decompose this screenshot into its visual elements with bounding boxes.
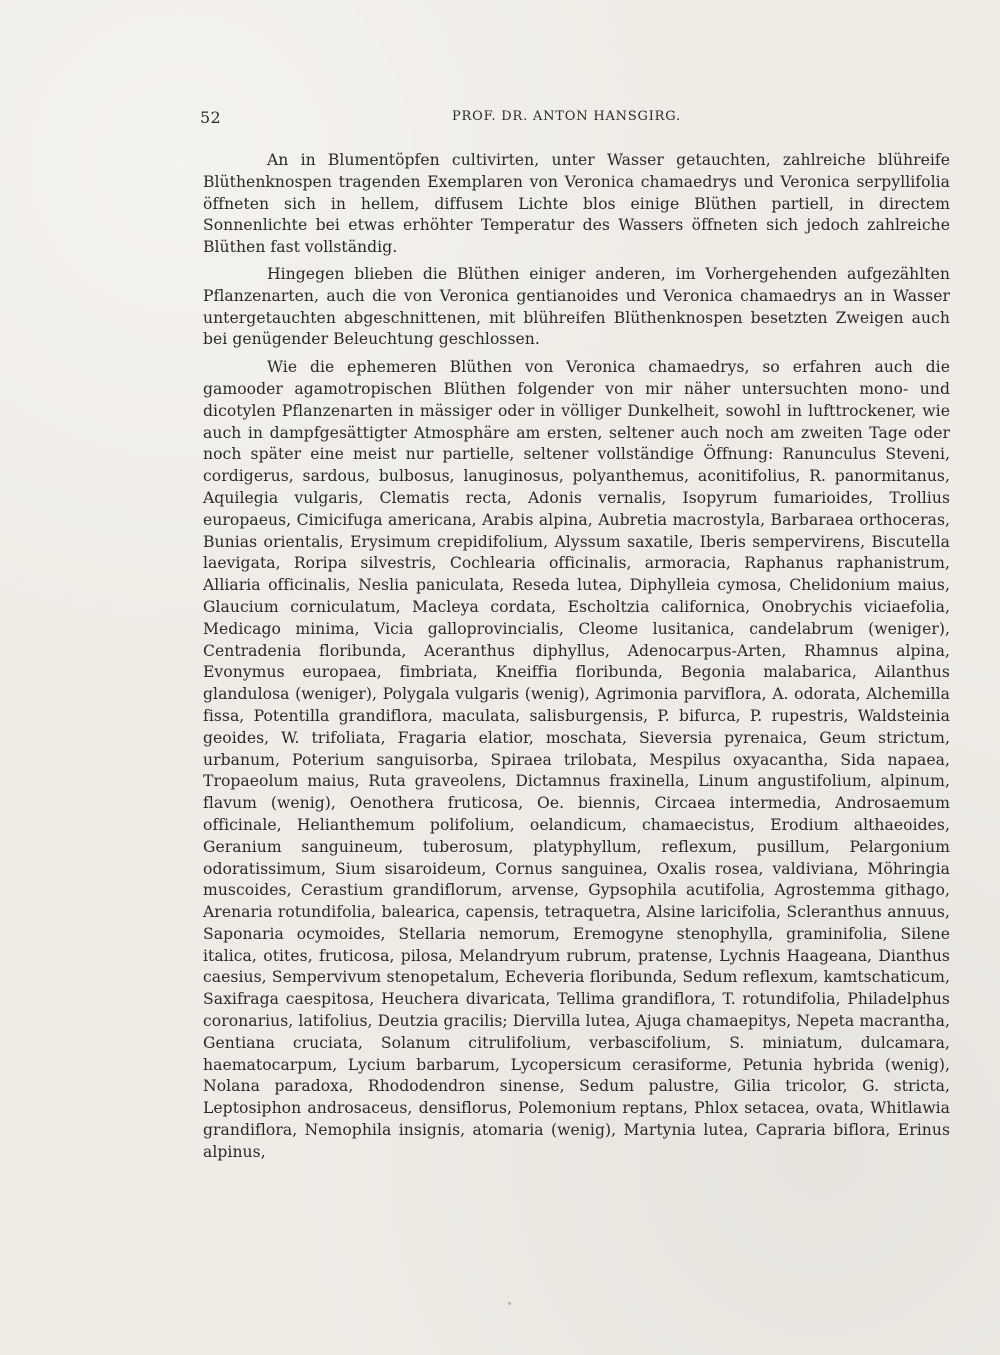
body-text xyxy=(203,150,950,1169)
page-header xyxy=(200,108,730,132)
running-head: PROF. DR. ANTON HANSGIRG. xyxy=(452,109,681,124)
paragraph-veronica-submerged: An in Blumentöpfen cultivirten, unter Wasser getauchten, zahlreiche blühreife Blüthenknospen tragenden Exemplaren von Veronica chamaedrys und Veronica serpyllifolia öffneten sich in hellem, diffusem Lichte blos einige Blüthen partiell, in directem Sonnenlichte bei etwas erhöhter Temperatur des Wassers öffneten sich jedoch zahlreiche Blüthen fast vollständig. xyxy=(203,151,950,257)
paper-speck xyxy=(508,1302,511,1305)
paragraph-closed-flowers: Hingegen blieben die Blüthen einiger anderen, im Vorhergehenden aufgezählten Pflanzenarten, auch die von Veronica gentianoides und Veronica chamaedrys an in Wasser untergetauchten abgeschnittenen, mit blühreifen Blüthenknospen besetzten Zweigen auch bei genügender Beleuchtung geschlossen. xyxy=(203,264,950,349)
paragraph-species-list: Wie die ephemeren Blüthen von Veronica chamaedrys, so erfahren auch die gamooder agamotropischen Blüthen folgender von mir näher untersuchten mono- und dicotylen Pflanzenarten in mässiger oder in völliger Dunkelheit, sowohl in lufttrockener, wie auch in dampfgesättigter Atmosphäre am ersten, seltener auch noch am zweiten Tage oder noch später eine meist nur partielle, seltener vollständige Öffnung: Ranunculus Steveni, cordigerus, sardous, bulbosus, lanuginosus, polyanthemus, aconitifolius, R. panormitanus, Aquilegia vulgaris, Clematis recta, Adonis vernalis, Isopyrum fumarioides, Trollius europaeus, Cimicifuga americana, Arabis alpina, Aubretia macrostyla, Barbaraea orthoceras, Bunias orientalis, Erysimum crepidifolium, Alyssum saxatile, Iberis sempervirens, Biscutella laevigata, Roripa silvestris, Cochlearia officinalis, armoracia, Raphanus raphanistrum, Alliaria officinalis, Neslia paniculata, Reseda lutea, Diphylleia cymosa, Chelidonium maius, Glaucium corniculatum, Macleya cordata, Escholtzia californica, Onobrychis viciaefolia, Medicago minima, Vicia galloprovincialis, Cleome lusitanica, candelabrum (weniger), Centradenia floribunda, Aceranthus diphyllus, Adenocarpus-Arten, Rhamnus alpina, Evonymus europaea, fimbriata, Kneiffia floribunda, Begonia malabarica, Ailanthus glandulosa (weniger), Polygala vulgaris (wenig), Agrimonia parviflora, A. odorata, Alchemilla fissa, Potentilla grandiflora, maculata, salisburgensis, P. bifurca, P. rupestris, Waldsteinia geoides, W. trifoliata, Fragaria elatior, moschata, Sieversia pyrenaica, Geum strictum, urbanum, Poterium sanguisorba, Spiraea trilobata, Mespilus oxyacantha, Sida napaea, Tropaeolum maius, Ruta graveolens, Dictamnus fraxinella, Linum angustifolium, alpinum, flavum (wenig), Oenothera fruticosa, Oe. biennis, Circaea intermedia, Androsaemum officinale, Helianthemum polifolium, oelandicum, chamaecistus, Erodium althaeoides, Geranium sanguineum, tuberosum, platyphyllum, reflexum, pusillum, Pelargonium odoratissimum, Sium sisaroideum, Cornus sanguinea, Oxalis rosea, valdiviana, Möhringia muscoides, Cerastium grandiflorum, arvense, Gypsophila acutifolia, Agrostemma githago, Arenaria rotundifolia, balearica, capensis, tetraquetra, Alsine laricifolia, Scleranthus annuus, Saponaria ocymoides, Stellaria nemorum, Eremogyne stenophylla, graminifolia, Silene italica, otites, fruticosa, pilosa, Melandryum rubrum, pratense, Lychnis Haageana, Dianthus caesius, Sempervivum stenopetalum, Echeveria floribunda, Sedum reflexum, kamtschaticum, Saxifraga caespitosa, Heuchera divaricata, Tellima grandiflora, T. rotundifolia, Philadelphus coronarius, latifolius, Deutzia gracilis; Diervilla lutea, Ajuga chamaepitys, Nepeta macrantha, Gentiana cruciata, Solanum citrulifolium, verbascifolium, S. miniatum, dulcamara, haematocarpum, Lycium barbarum, Lycopersicum cerasiforme, Petunia hybrida (wenig), Nolana paradoxa, Rhododendron sinense, Sedum palustre, Gilia tricolor, G. stricta, Leptosiphon androsaceus, densiflorus, Polemonium reptans, Phlox setacea, ovata, Whitlawia grandiflora, Nemophila insignis, atomaria (wenig), Martynia lutea, Capraria biflora, Erinus alpinus, xyxy=(203,358,950,1161)
page-number: 52 xyxy=(200,108,221,127)
